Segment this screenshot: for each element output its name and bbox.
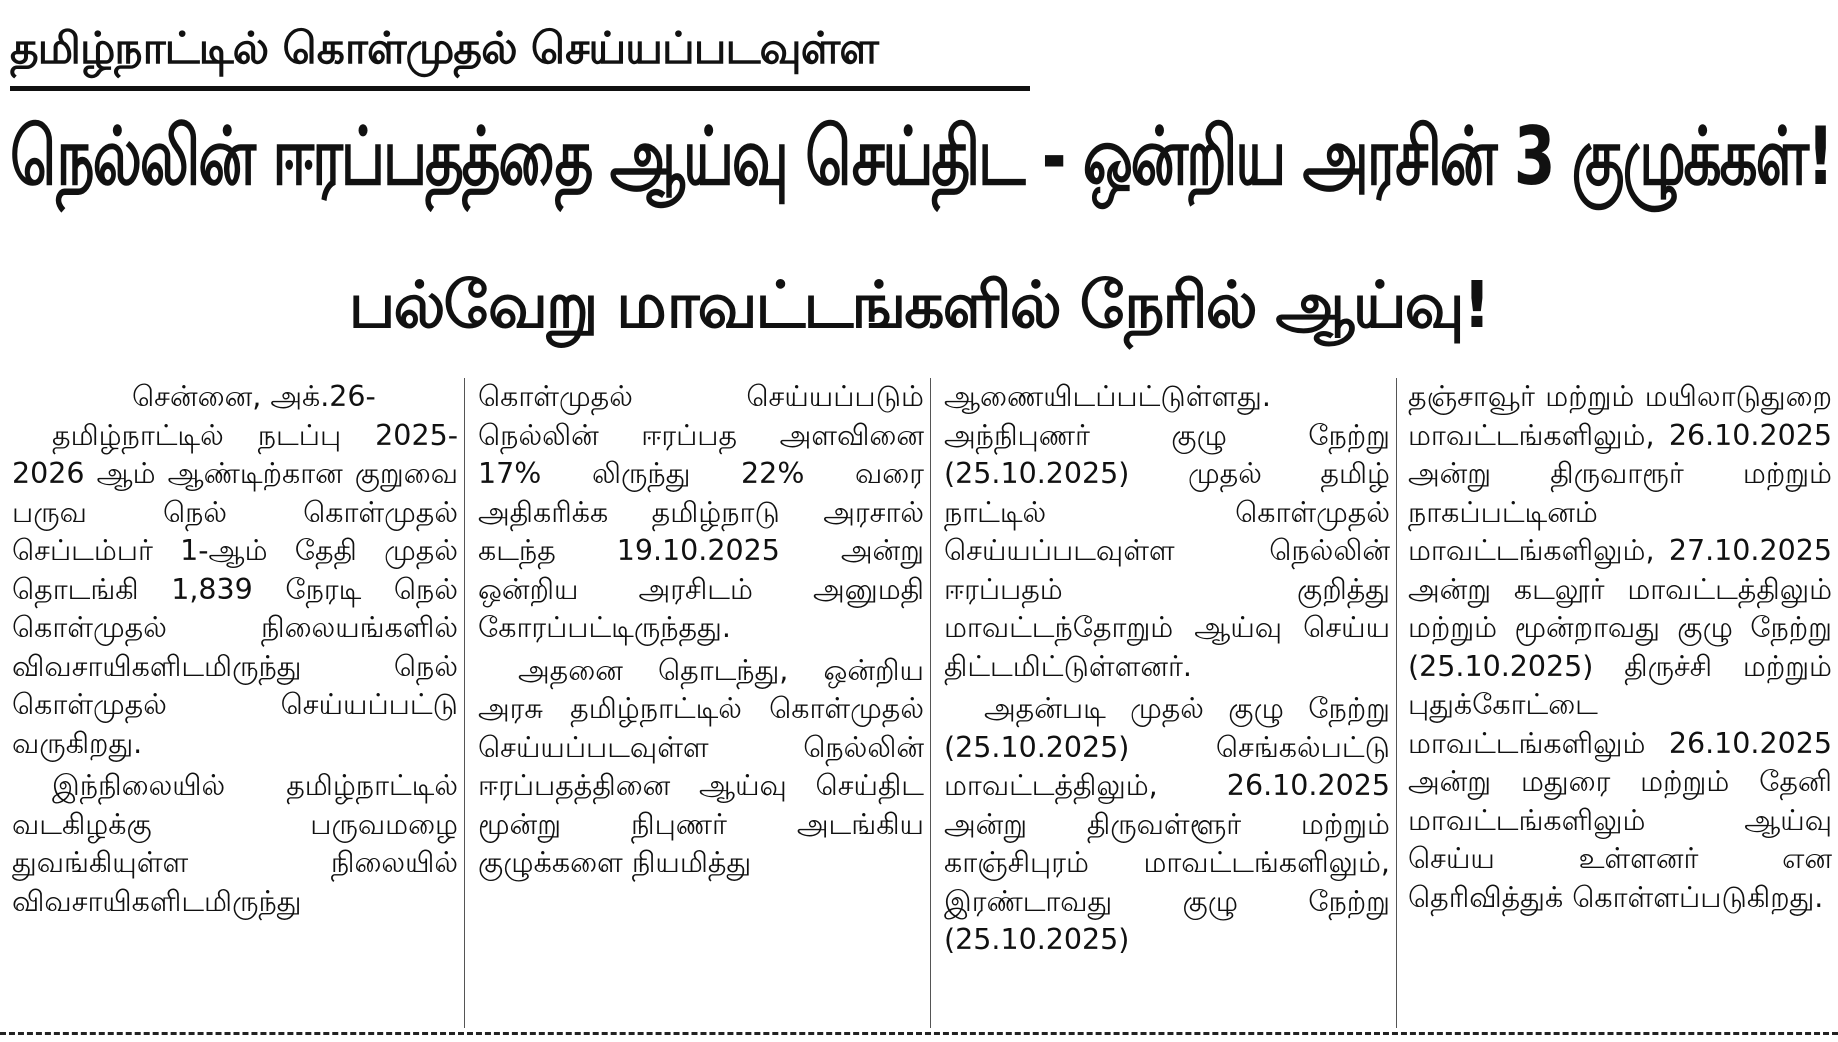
paragraph: அதனை தொடந்து, ஒன்றிய அரசு தமிழ்நாட்டில் கொள்முதல் செய்யப்படவுள்ள நெல்லின் ஈரப்பதத்தினை ஆய்வு செய்திட மூன்று நிபுணர் அடங்கிய குழுக்களை நியமித்து [478, 653, 924, 879]
subheadline: பல்வேறு மாவட்டங்களில் நேரில் ஆய்வு! [348, 269, 1490, 343]
column-divider [464, 378, 465, 1028]
paragraph: அதன்படி முதல் குழு நேற்று (25.10.2025) செங்கல்பட்டு மாவட்டத்திலும், 26.10.2025 அன்று திருவள்ளூர் மற்றும் காஞ்சிபுரம் மாவட்டங்களிலும், இரண்டாவது குழு நேற்று (25.10.2025) [944, 692, 1390, 956]
paragraph: கொள்முதல் செய்யப்படும் நெல்லின் ஈரப்பத அளவினை 17% லிருந்து 22% வரை அதிகரிக்க தமிழ்நாடு அரசால் கடந்த 19.10.2025 அன்று ஒன்றிய அரசிடம் அனுமதி கோரப்பட்டிருந்தது. [478, 380, 924, 644]
article-column-4 [1408, 378, 1832, 1028]
kicker-title: தமிழ்நாட்டில் கொள்முதல் செய்யப்படவுள்ள [10, 23, 878, 74]
column-divider [1396, 378, 1397, 1028]
paragraph: இந்நிலையில் தமிழ்நாட்டில் வடகிழக்கு பருவமழை துவங்கியுள்ள நிலையில் விவசாயிகளிடமிருந்து [12, 769, 458, 918]
headline: நெல்லின் ஈரப்பதத்தை ஆய்வு செய்திட - ஒன்றிய அரசின் 3 குழுக்கள்! [10, 110, 1832, 203]
dateline: சென்னை, அக்.26- [132, 380, 376, 413]
article-column-1 [12, 378, 458, 1028]
article-column-2 [478, 378, 924, 1028]
column-divider [930, 378, 931, 1028]
article-column-3 [944, 378, 1390, 1028]
paragraph: தமிழ்நாட்டில் நடப்பு 2025-2026 ஆம் ஆண்டிற்கான குறுவை பருவ நெல் கொள்முதல் செப்டம்பர் 1-ஆம் தேதி முதல் தொடங்கி 1,839 நேரடி நெல் கொள்முதல் நிலையங்களில் விவசாயிகளிடமிருந்து நெல் கொள்முதல் செய்யப்பட்டு வருகிறது. [12, 418, 458, 760]
paragraph: ஆணையிடப்பட்டுள்ளது. அந்நிபுணர் குழு நேற்று (25.10.2025) முதல் தமிழ் நாட்டில் கொள்முதல் செய்யப்படவுள்ள நெல்லின் ஈரப்பதம் குறித்து மாவட்டந்தோறும் ஆய்வு செய்ய திட்டமிட்டுள்ளனர். [944, 380, 1390, 683]
paragraph: தஞ்சாவூர் மற்றும் மயிலாடுதுறை மாவட்டங்களிலும், 26.10.2025 அன்று திருவாரூர் மற்றும் நாகப்பட்டினம் மாவட்டங்களிலும், 27.10.2025 அன்று கடலூர் மாவட்டத்திலும் மற்றும் மூன்றாவது குழு நேற்று (25.10.2025) திருச்சி மற்றும் புதுக்கோட்டை மாவட்டங்களிலும் 26.10.2025 அன்று மதுரை மற்றும் தேனி மாவட்டங்களிலும் ஆய்வு செய்ய உள்ளனர் என தெரிவித்துக் கொள்ளப்படுகிறது. [1408, 380, 1832, 914]
dashed-separator [0, 1032, 1838, 1035]
kicker-underline [10, 86, 1030, 91]
